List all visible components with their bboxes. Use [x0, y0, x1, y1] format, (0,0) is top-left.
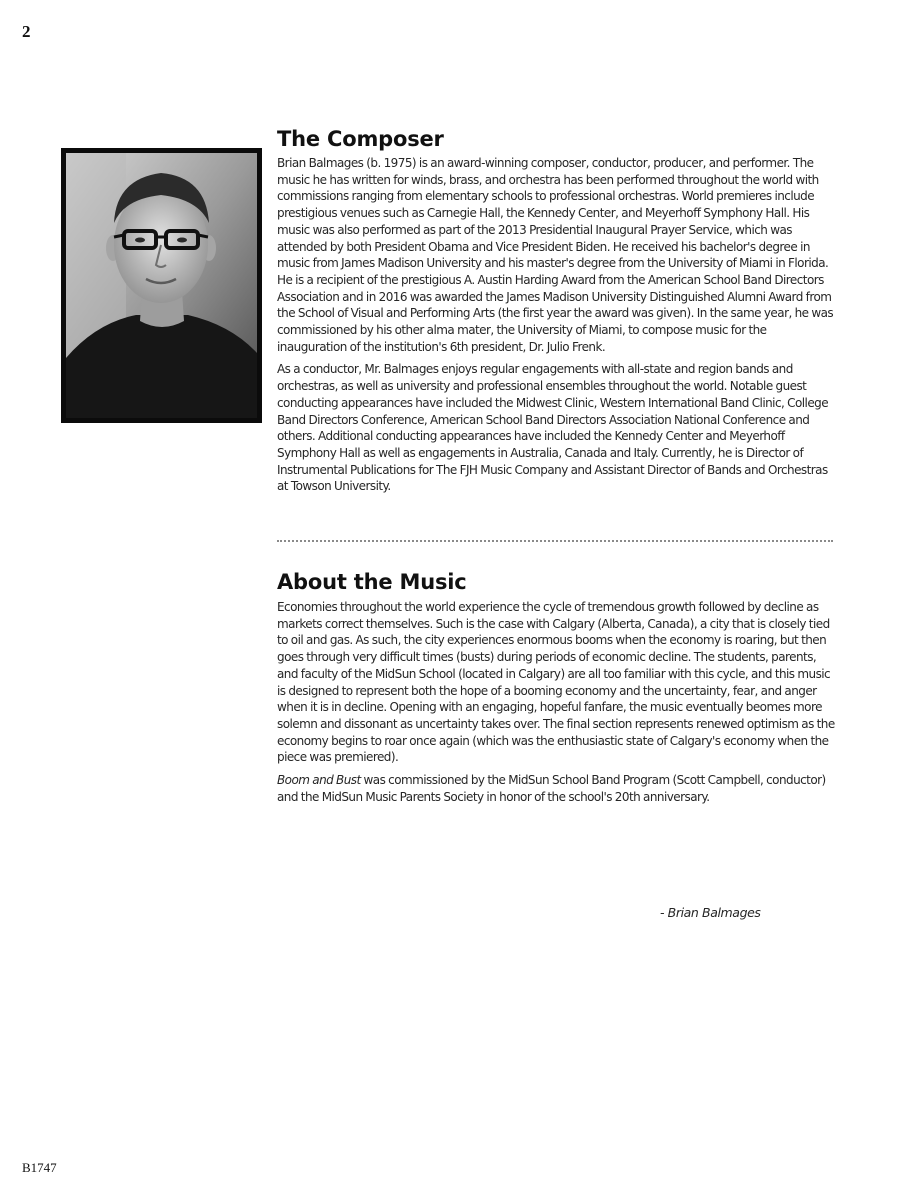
- dotted-divider: [277, 540, 833, 542]
- about-music-section: [277, 569, 837, 805]
- work-title: Boom and Bust: [277, 773, 361, 788]
- author-signature: - Brian Balmages: [660, 905, 761, 920]
- catalog-number: B1747: [22, 1160, 57, 1175]
- composer-bio-paragraph: Brian Balmages (b. 1975) is an award-winning composer, conductor, producer, and performer. The music he has written for winds, brass, and orchestra has been performed throughout the world with commissions ranging from elementary schools to professional orchestras. World premieres include prestigious venues such as Carnegie Hall, the Kennedy Center, and Meyerhoff Symphony Hall. His music was also performed as part of the 2013 Presidential Inaugural Prayer Service, which was attended by both President Obama and Vice President Biden. He received his bachelor's degree in music from James Madison University and his master's degree from the University of Miami in Florida. He is a recipient of the prestigious A. Austin Harding Award from the American School Band Directors Association and in 2016 was awarded the James Madison University Distinguished Alumni Award from the School of Visual and Performing Arts (the first year the award was given). In the same year, he was commissioned by his other alma mater, the University of Miami, to compose music for the inauguration of the institution's 6th president, Dr. Julio Frenk.: [277, 156, 834, 354]
- commission-text: was commissioned by the MidSun School Band Program (Scott Campbell, conductor) and the MidSun Music Parents Society in honor of the school's 20th anniversary.: [277, 773, 826, 804]
- composer-conducting-paragraph: As a conductor, Mr. Balmages enjoys regular engagements with all-state and region bands and orchestras, as well as university and professional ensembles throughout the world. Notable guest conducting appearances have included the Midwest Clinic, Western International Band Clinic, College Band Directors Conference, American School Band Directors Association National Conference and others. Additional conducting appearances have included the Kennedy Center and Meyerhoff Symphony Hall as well as engagements in Australia, Canada and Italy. Currently, he is Director of Instrumental Publications for The FJH Music Company and Assistant Director of Bands and Orchestras at Towson University.: [277, 362, 829, 494]
- composer-section-title: The Composer: [277, 127, 444, 151]
- page-number: 2: [22, 22, 31, 41]
- composer-section: [277, 126, 837, 495]
- about-music-title: About the Music: [277, 570, 467, 594]
- commission-paragraph: [277, 772, 837, 805]
- about-music-paragraph: Economies throughout the world experience the cycle of tremendous growth followed by decline as markets correct themselves. Such is the case with Calgary (Alberta, Canada), a city that is closely tied to oil and gas. As such, the city experiences enormous booms when the economy is roaring, but then goes through very difficult times (busts) during periods of economic decline. The students, parents, and faculty of the MidSun School (located in Calgary) are all too familiar with this cycle, and this music is designed to represent both the hope of a booming economy and the uncertainty, fear, and anger when it is in decline. Opening with an engaging, hopeful fanfare, the music eventually beomes more solemn and dissonant as uncertainty takes over. The final section represents renewed optimism as the economy begins to roar once again (which was the enthusiastic state of Calgary's economy when the piece was premiered).: [277, 600, 835, 765]
- composer-portrait-photo: [61, 148, 262, 423]
